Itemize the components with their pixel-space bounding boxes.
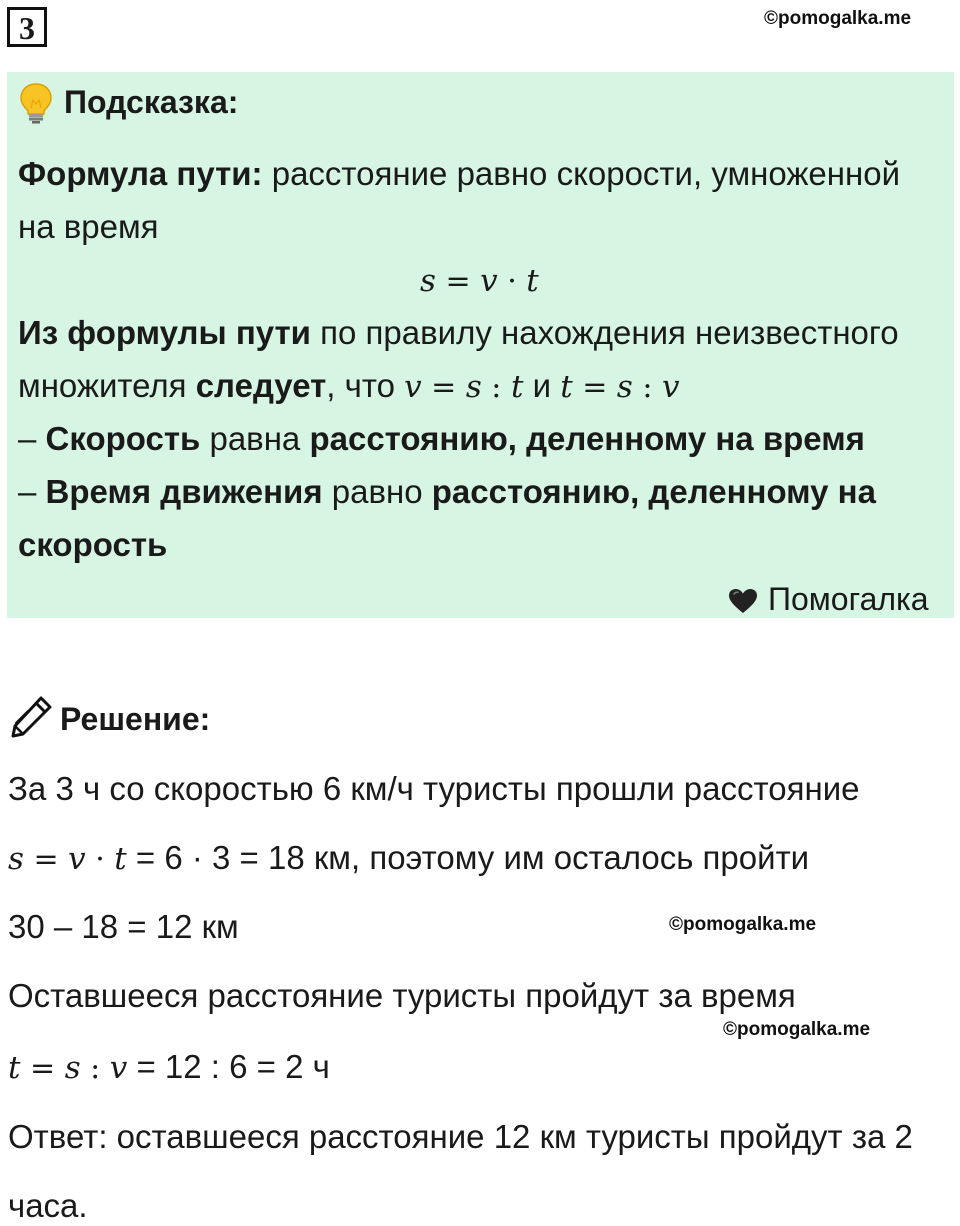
watermark-middle: ©pomogalka.me: [669, 914, 817, 935]
time-formula-colon: :: [632, 370, 662, 405]
formula-definition: расстояние равно скорости, умноженной: [262, 155, 901, 192]
speed-mid: равна: [200, 420, 310, 457]
solution-line-4: Оставшееся расстояние туристы пройдут за время: [8, 977, 796, 1014]
hint-line-1: [18, 154, 900, 194]
time-rule: расстоянию, деленному на: [431, 473, 876, 510]
hint-line-2: на время: [18, 208, 159, 245]
lightbulb-icon: [18, 82, 54, 124]
calc-eq: =: [23, 842, 69, 877]
speed-formula-t: t: [510, 369, 524, 405]
hint-line-4: [18, 313, 899, 353]
line5-text-b: , что: [326, 367, 405, 404]
watermark-top: ©pomogalka.me: [764, 8, 912, 29]
speed-formula-eq: =: [421, 370, 466, 405]
hint-line-5: [18, 366, 680, 408]
hint-speed-rule: [18, 419, 865, 459]
time-calc-t: t: [8, 1050, 21, 1086]
time-formula-s: s: [616, 369, 633, 405]
time-calc-colon: :: [80, 1051, 110, 1086]
solution-line-3: 30 – 18 = 12 км: [8, 908, 239, 945]
heart-icon: [727, 587, 759, 615]
speed-rule: расстоянию, деленному на время: [309, 420, 865, 457]
speed-formula-colon: :: [481, 370, 511, 405]
formula-term: Формула пути:: [18, 155, 263, 192]
formula-t: t: [526, 263, 539, 299]
time-rule-end: скорость: [18, 526, 168, 563]
formula-v: v: [480, 263, 498, 299]
calc-v: v: [68, 841, 86, 877]
line5-and: и: [523, 367, 561, 404]
formula-equals: =: [435, 264, 481, 299]
speed-term: Скорость: [45, 420, 201, 457]
brand-label: Помогалка: [768, 581, 929, 617]
watermark-lower: ©pomogalka.me: [723, 1019, 871, 1040]
answer-line-1: Ответ: оставшееся расстояние 12 км туристы пройдут за 2: [8, 1118, 913, 1155]
speed-dash: –: [18, 420, 46, 457]
calc-t: t: [114, 841, 127, 877]
answer-line-2: часа.: [8, 1187, 88, 1224]
line5-text-a: множителя: [18, 367, 196, 404]
time-formula-t: t: [560, 369, 573, 405]
formula-s: s: [420, 263, 436, 299]
time-calc-rest: = 12 : 6 = 2 ч: [127, 1048, 330, 1085]
calc-dot: ·: [85, 842, 115, 877]
derived-term: Из формулы пути: [18, 314, 311, 351]
formula-dot: ·: [497, 264, 527, 299]
time-term: Время движения: [45, 473, 323, 510]
time-calc-eq: =: [20, 1051, 65, 1086]
speed-formula-v: v: [404, 369, 422, 405]
solution-line-2: [8, 838, 809, 880]
hint-time-rule-cont: [18, 525, 167, 565]
solution-line-5: [8, 1047, 330, 1089]
distance-formula: [420, 260, 539, 302]
derived-text: по правилу нахождения неизвестного: [310, 314, 899, 351]
time-calc-s: s: [64, 1050, 81, 1086]
hint-title: Подсказка:: [64, 84, 239, 120]
line5-bold: следует: [195, 367, 327, 404]
time-formula-v: v: [661, 369, 680, 405]
hint-time-rule: [18, 472, 876, 512]
pencil-icon: [8, 694, 54, 740]
solution-line-1: За 3 ч со скоростью 6 км/ч туристы прошли расстояние: [8, 770, 860, 807]
time-calc-v: v: [109, 1050, 128, 1086]
calc-s: s: [8, 841, 24, 877]
calc-rest: = 6 · 3 = 18 км, поэтому им осталось пройти: [126, 839, 810, 876]
task-number: 3: [7, 7, 47, 47]
time-formula-eq: =: [572, 370, 617, 405]
speed-formula-s: s: [465, 369, 482, 405]
solution-title: Решение:: [60, 701, 211, 737]
time-dash: –: [18, 473, 46, 510]
time-mid: равно: [322, 473, 432, 510]
